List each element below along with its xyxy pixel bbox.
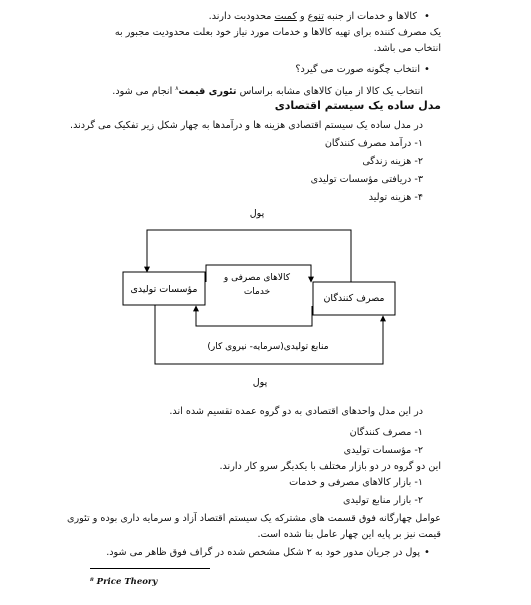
footnote-ref: ۸ [175, 85, 179, 92]
p2-pre: انتخاب یک کالا از میان کالاهای مشابه براساس [236, 86, 423, 98]
money-top-label: پول [249, 208, 265, 219]
paragraph-two-markets: این دو گروه در دو بازار مختلف با یکدیگر سرو کار دارند. [219, 461, 441, 472]
section-heading: مدل ساده یک سیستم اقتصادی [274, 99, 441, 112]
p2-post: انجام می شود. [112, 86, 176, 98]
list1-item: ۲- هزینه زندگی [362, 156, 423, 167]
list1-item: ۱- درآمد مصرف کنندگان [324, 138, 423, 149]
bullet-how-choice: • انتخاب چگونه صورت می گیرد؟ [0, 63, 531, 77]
producers-label: مؤسسات تولیدی [130, 284, 198, 295]
goods-label-line1: کالاهای مصرفی و [223, 273, 291, 283]
list1-item: ۴- هزینه تولید [368, 192, 423, 203]
list2-item: ۲- مؤسسات تولیدی [343, 445, 423, 456]
money-bottom-label: پول [252, 377, 268, 388]
paragraph-model-intro: در مدل ساده یک سیستم اقتصادی هزینه ها و درآمدها به چهار شکل زیر تفکیک می گردند. [70, 120, 423, 131]
bullet-money-forms: • پول در جریان مدور خود به ۲ شکل مشخص شده در گراف فوق ظاهر می شود. [0, 546, 531, 560]
p2-bold: تئوری قیمت [178, 86, 237, 98]
list2-item: ۱- مصرف کنندگان [349, 427, 423, 438]
list3-item: ۱- بازار کالاهای مصرفی و خدمات [289, 477, 423, 488]
bullet1-pre: کالاها و خدمات از جنبه [323, 11, 417, 22]
list3-item: ۲- بازار منابع تولیدی [342, 495, 423, 506]
paragraph-consumer-line1: یک مصرف کننده برای تهیه کالاها و خدمات مورد نیاز خود بعلت محدودیت مجبور به [114, 27, 441, 38]
resources-flow-arrow [196, 306, 312, 326]
bullet1-mid: و [296, 11, 308, 22]
goods-label-line2: خدمات [243, 287, 271, 297]
footnote-divider [90, 568, 210, 569]
paragraph-consumer-line2: انتخاب می باشد. [373, 43, 441, 54]
list1-item: ۳- دریافتی مؤسسات تولیدی [310, 174, 423, 185]
bullet1-post: محدودیت دارند. [208, 11, 275, 22]
footnote-text: ⁸ Price Theory [90, 577, 158, 587]
consumers-label: مصرف کنندگان [323, 293, 385, 304]
paragraph-free-economy-line2: قیمت نیز بر پایه این چهار عامل بنا شده است. [257, 529, 441, 540]
resources-label: منابع تولیدی(سرمایه- نیروی کار) [207, 342, 329, 352]
paragraph-free-economy-line1: عوامل چهارگانه فوق قسمت های مشترکه یک سیستم اقتصاد آزاد و سرمایه داری بوده و تئوری [67, 513, 441, 524]
bullet1-tanavo: تنوع [307, 11, 324, 22]
bullet1-kamiyat: کمیت [274, 11, 297, 22]
paragraph-two-groups: در این مدل واحدهای اقتصادی به دو گروه عمده تقسیم شده اند. [169, 406, 423, 417]
